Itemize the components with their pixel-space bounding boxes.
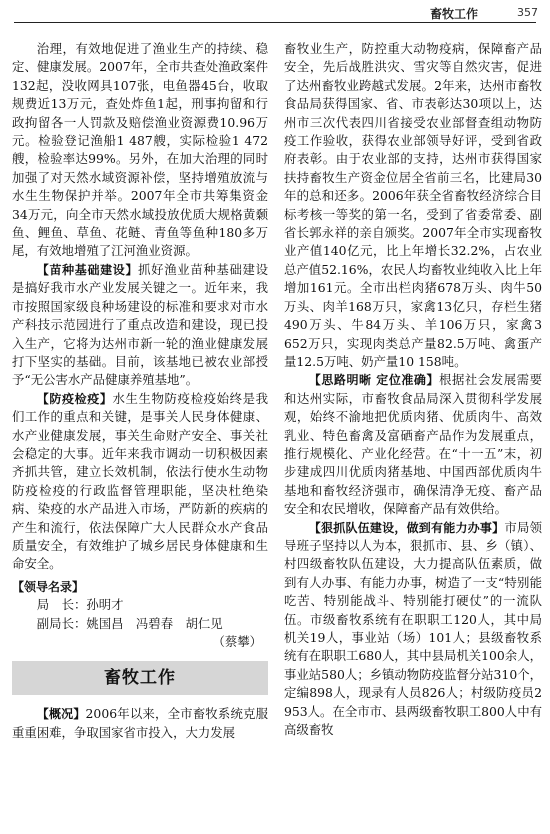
paragraph-text: 根据社会发展需要和达州实际，市畜牧食品局深入贯彻科学发展观，始终不渝地把优质肉猪、优质肉牛、高效乳业、特色畜禽及富硒畜产品作为发展重点，推行规模化、产业化经营。在“十一五”末，初步建成四川优质肉猪基地、中国西部优质肉牛基地和畜牧经济强市，确保清净无疫、畜产品安全和农民增收，保障畜产品有效供给。: [284, 372, 543, 517]
paragraph-fry-base: [12, 261, 268, 390]
section-heading: 【苗种基础建设】: [36, 262, 139, 277]
paragraph-text: 2006年以来，全市畜牧系统克服重重困难，争取国家省市投入，大力发展: [12, 706, 268, 740]
paragraph-text: 水生生物防疫检疫始终是我们工作的重点和关键，是事关人民身体健康、水产业健康发展，事关生命财产安全、事关社会稳定的大事。近年来我市调动一切积极因素齐抓共管，建立长效机制，依法行使水生动物防疫检疫的行政监督管理职能，坚决杜绝染病、染疫的水产品进入市场，严防新的疾病的产生和流行，依法保障广大人民群众水产食品质量安全，有效维护了城乡居民身体健康和生命安全。: [12, 390, 268, 572]
section-heading: 【思路明晰 定位准确】: [308, 373, 440, 388]
page-header: [0, 0, 550, 28]
paragraph-team-building: [284, 519, 542, 740]
running-section-title: 畜牧工作: [430, 7, 479, 21]
header-rule: [14, 22, 536, 23]
leader-director: 局 长：孙明才: [36, 597, 124, 613]
leaders-list: [12, 578, 268, 652]
section-heading: 【狠抓队伍建设，做到有能力办事】: [308, 520, 505, 535]
page-number: 357: [517, 6, 538, 19]
section-heading: 【防疫检疫】: [36, 391, 113, 406]
leaders-heading: 【领导名录】: [12, 579, 85, 594]
leader-deputies: 副局长：姚国昌 冯碧春 胡仁见: [36, 615, 223, 631]
author-signature: （蔡攀）: [212, 634, 262, 649]
chapter-title: 畜牧工作: [12, 661, 268, 695]
right-column: [284, 40, 542, 739]
left-column: [12, 40, 268, 742]
paragraph-livestock-overview: 畜牧业生产，防控重大动物疫病，保障畜产品安全，先后战胜洪灾、雪灾等自然灾害，促进了达州畜牧业跨越式发展。2年来，达州市畜牧食品局获得国家、省、市表彰达30项以上，达州市三次代表四川省接受农业部督查组动物防疫工作验收，获得农业部领导好评，受到省政府表彰。由于农业部的支持，达州市获得国家扶持畜牧生产资金位居全省前三名，比建局30年的总和还多。2006年获全省畜牧经济综合目标考核一等奖的第一名，受到了省委常委、副省长郭永祥的亲自颁奖。2007年全市实现畜牧业产值140亿元，比上年增长32.2%，占农业总产值52.16%，农民人均畜牧业纯收入比上年增加161元。全市出栏肉猪678万头、肉牛50万头、肉羊168万只，家禽13亿只，存栏生猪490万头、牛84万头、羊106万只，家禽3 652万只，实现肉类总产量82.5万吨、禽蛋产量12.5万吨、奶产量10 158吨。: [284, 41, 542, 369]
paragraph-text: 抓好渔业苗种基础建设是搞好我市水产业发展关键之一。近年来，我市按照国家级良种场建设的标准和要求对市水产科技示范园进行了重点改造和建设，现已投入生产，它将为达州市新一轮的渔业健康发展打下坚实的基础。目前，该基地已被农业部授予“无公害水产品健康养殖基地”。: [12, 261, 268, 388]
paragraph-fishery-governance: 治理，有效地促进了渔业生产的持续、稳定、健康发展。2007年，全市共查处渔政案件132起，没收网具107张，电鱼器45台，收取规费近13万元，查处炸鱼1起，刑事拘留和行政拘留各一人罚款及赔偿渔业资源费10.96万元。检验登记渔船1 487艘，实际检验1 472艘，检验率达99%。另外，在加大治理的同时加强了对天然水域资源补偿，坚持增殖放流与水生生物保护并举。2007年全市共筹集资金34万元，向全市天然水域投放优质大规格黄颡鱼、鲤鱼、草鱼、花鲢、青鱼等鱼种180多万尾，有效地增殖了江河渔业资源。: [12, 41, 268, 259]
paragraph-text: 市局领导班子坚持以人为本，狠抓市、县、乡（镇）、村四级畜牧队伍建设，大力提高队伍素质，做到有人办事、有能力办事，树造了一支“特别能吃苦、特别能战斗、特别能打硬仗”的一流队伍。市级畜牧系统有在职职工120人，其中局机关19人，事业站（场）101人；县级畜牧系统有在职职工680人，其中县局机关100余人，事业站580人；乡镇动物防疫监督分站310个，定编898人，现录有人员826人；村级防疫员2 953人。在全市市、县两级畜牧职工800人中有高级畜牧: [284, 519, 542, 738]
paragraph-quarantine: [12, 390, 268, 574]
section-heading: 【概况】: [36, 707, 86, 722]
paragraph-strategy: [284, 371, 542, 518]
paragraph-overview: [12, 705, 268, 742]
